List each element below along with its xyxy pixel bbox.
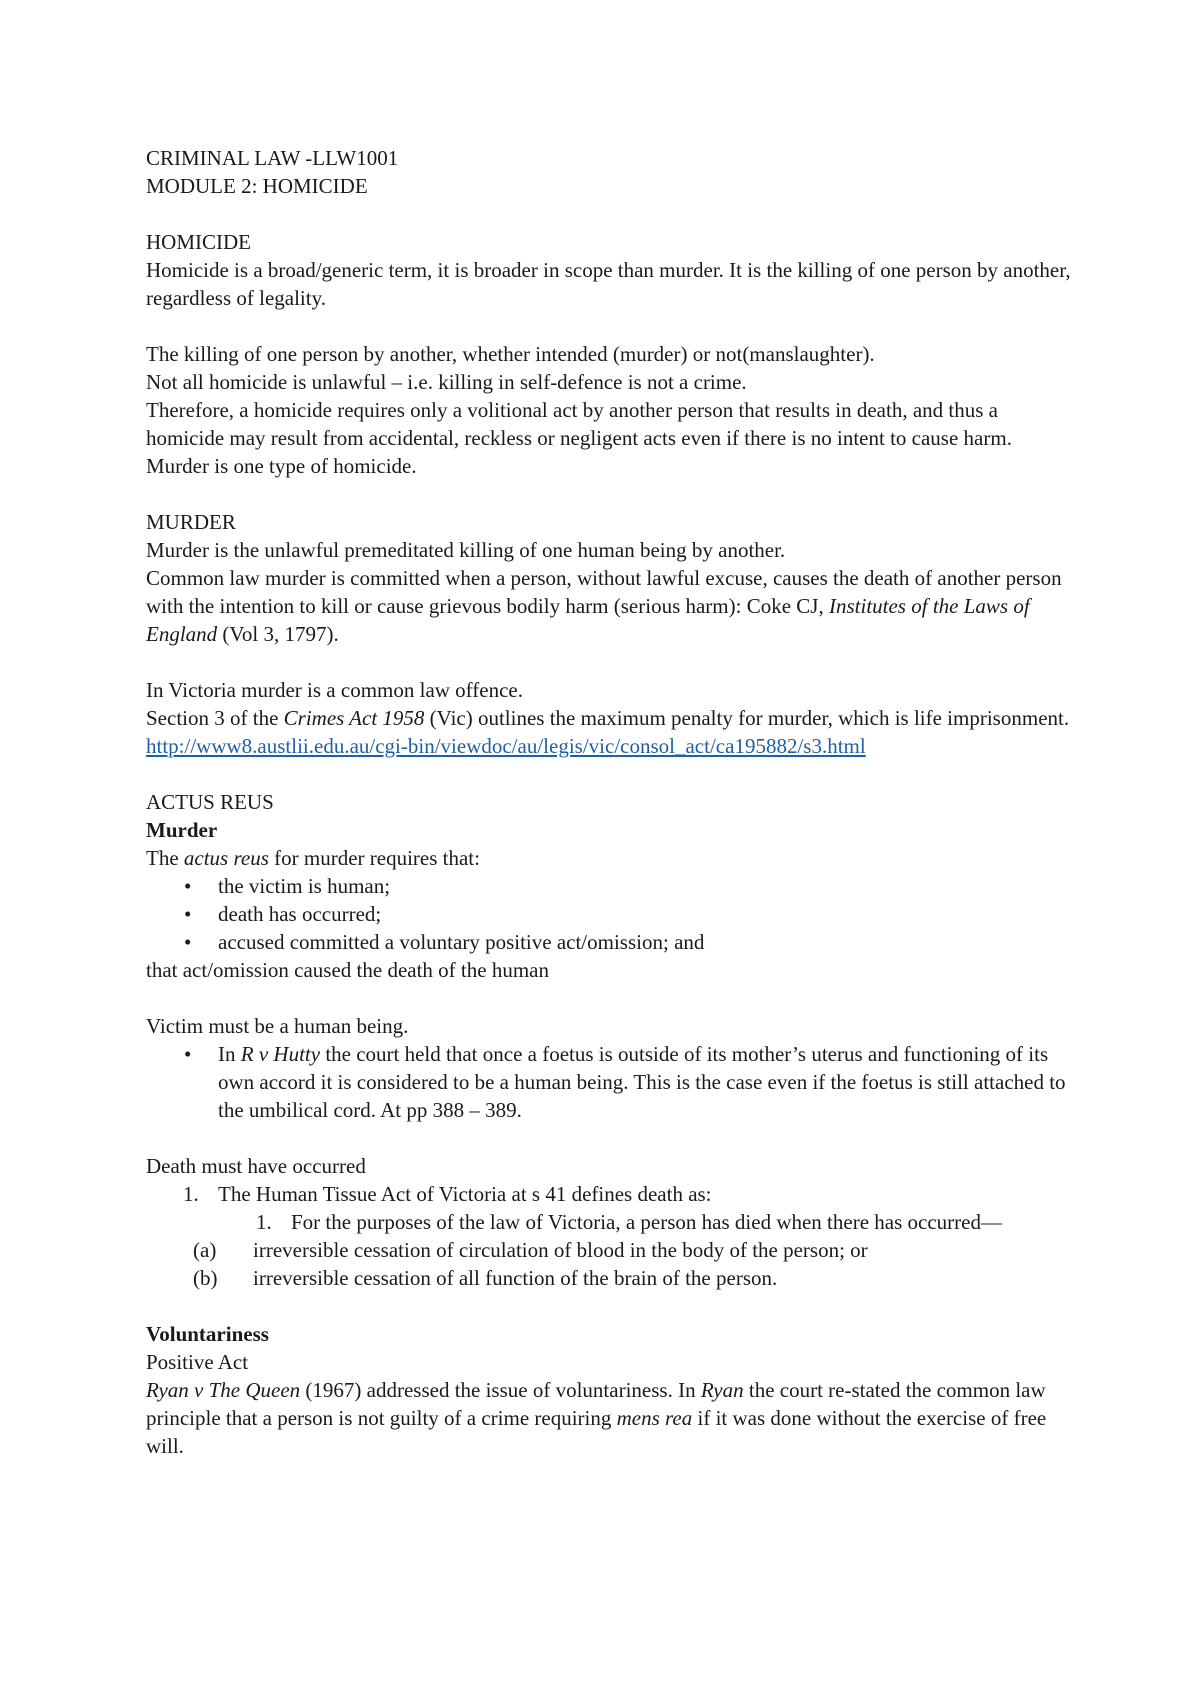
text-run: for murder requires that: <box>268 846 480 870</box>
latin-term: mens rea <box>616 1406 693 1430</box>
text-run: (Vol 3, 1797). <box>217 622 339 646</box>
book-title: Institutes of the Laws of England <box>146 594 1030 646</box>
list-item <box>146 1180 1076 1208</box>
case-name: R v Hutty <box>240 1042 321 1066</box>
list-item-text: irreversible cessation of circulation of blood in the body of the person; or <box>253 1238 868 1262</box>
positive-act-subheading: Positive Act <box>146 1350 249 1374</box>
list-item <box>146 1236 1076 1264</box>
text-run: Section 3 of the <box>146 706 284 730</box>
list-item <box>146 872 1076 900</box>
bullet-icon: • <box>184 874 192 898</box>
death-heading: Death must have occurred <box>146 1154 366 1178</box>
list-item <box>146 928 1076 956</box>
list-item <box>146 1208 1076 1236</box>
murder-definition: Murder is the unlawful premeditated killing of one human being by another. <box>146 538 786 562</box>
list-item-text: the victim is human; <box>218 874 391 898</box>
actus-reus-intro <box>146 844 1076 872</box>
murder-heading: MURDER <box>146 510 236 534</box>
homicide-heading: HOMICIDE <box>146 230 251 254</box>
document-body <box>146 144 1076 1460</box>
case-name: Ryan <box>700 1378 744 1402</box>
text-run: if it was done without the exercise of free will. <box>146 1406 1047 1458</box>
actus-reus-heading: ACTUS REUS <box>146 790 274 814</box>
latin-term: actus reus <box>183 846 269 870</box>
text-run: Common law murder is committed when a person, without lawful excuse, causes the death of another person with the intention to kill or cause grievous bodily harm (serious harm): Coke CJ, <box>146 566 1062 618</box>
list-number: (b) <box>193 1266 218 1290</box>
bullet-icon: • <box>184 930 192 954</box>
homicide-paragraph: The killing of one person by another, whether intended (murder) or not(manslaughter). <box>146 342 875 366</box>
list-number: 1. <box>183 1182 199 1206</box>
austlii-link[interactable]: http://www8.austlii.edu.au/cgi-bin/viewdoc/au/legis/vic/consol_act/ca195882/s3.html <box>146 734 866 758</box>
voluntariness-heading: Voluntariness <box>146 1322 269 1346</box>
text-run: In <box>218 1042 241 1066</box>
module-title: MODULE 2: HOMICIDE <box>146 174 368 198</box>
text-run: the court re-stated the common law principle that a person is not guilty of a crime requiring <box>146 1378 1046 1430</box>
list-item <box>146 1040 1076 1124</box>
ryan-paragraph <box>146 1376 1076 1460</box>
homicide-paragraph: Therefore, a homicide requires only a volitional act by another person that results in death, and thus a homicide may result from accidental, reckless or negligent acts even if there is no intent to cause harm. Murder is one type of homicide. <box>146 398 1012 478</box>
requirements-list <box>146 872 1076 956</box>
victim-heading: Victim must be a human being. <box>146 1014 409 1038</box>
list-number: 1. <box>256 1210 272 1234</box>
list-item-text: death has occurred; <box>218 902 382 926</box>
causation-line: that act/omission caused the death of the human <box>146 958 549 982</box>
list-item-text: For the purposes of the law of Victoria, a person has died when there has occurred— <box>291 1210 1002 1234</box>
list-item-text: accused committed a voluntary positive act/omission; and <box>218 930 705 954</box>
common-law-murder-paragraph <box>146 564 1076 648</box>
act-title: Crimes Act 1958 <box>283 706 425 730</box>
course-title: CRIMINAL LAW -LLW1001 <box>146 146 399 170</box>
text-run: the court held that once a foetus is outside of its mother’s uterus and functioning of its own accord it is considered to be a human being. This is the case even if the foetus is still attached to the umbilical cord. At pp 388 – 389. <box>218 1042 1066 1122</box>
crimes-act-paragraph <box>146 704 1076 732</box>
bullet-icon: • <box>184 1042 192 1066</box>
list-item <box>146 900 1076 928</box>
text-run: (Vic) outlines the maximum penalty for murder, which is life imprisonment. <box>424 706 1070 730</box>
victim-list <box>146 1040 1076 1124</box>
list-item <box>146 1264 1076 1292</box>
list-item-text: irreversible cessation of all function of the brain of the person. <box>253 1266 778 1290</box>
victoria-paragraph: In Victoria murder is a common law offence. <box>146 678 524 702</box>
homicide-definition: Homicide is a broad/generic term, it is broader in scope than murder. It is the killing of one person by another, regardless of legality. <box>146 258 1071 310</box>
text-run: (1967) addressed the issue of voluntariness. In <box>300 1378 701 1402</box>
list-number: (a) <box>193 1238 217 1262</box>
case-name: Ryan v The Queen <box>146 1378 301 1402</box>
list-item-text: The Human Tissue Act of Victoria at s 41 defines death as: <box>218 1182 712 1206</box>
text-run: The <box>146 846 184 870</box>
bullet-icon: • <box>184 902 192 926</box>
homicide-paragraph: Not all homicide is unlawful – i.e. killing in self-defence is not a crime. <box>146 370 747 394</box>
actus-reus-subheading: Murder <box>146 818 218 842</box>
